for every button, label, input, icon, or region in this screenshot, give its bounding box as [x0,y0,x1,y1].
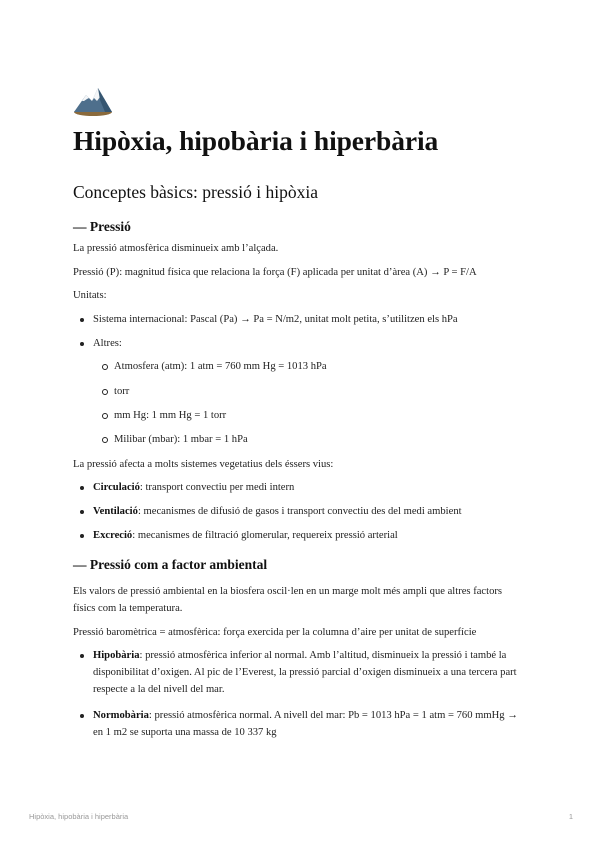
sub-list-item: Milibar (mbar): 1 mbar = 1 hPa [114,431,248,448]
list-item: Sistema internacional: Pascal (Pa) → Pa = N/m2, unitat molt petita, s’utilitzen els hPa [93,311,458,328]
term-description: : pressió atmosfèrica inferior al normal. Amb l’altitud, disminueix la pressió i també la disponibilitat d’oxigen. Al pic de l’Everest, la pressió parcial d’oxigen disminueix a una tercera part respecte a la del nivell del mar. [93,650,517,695]
paragraph: Els valors de pressió ambiental en la biosfera oscil·len en un marge molt més ampli que altres factors físics com la temperatura. [73,586,503,614]
mountain-icon [73,82,113,118]
page-number: 1 [568,812,573,821]
subsection-title-factor-ambiental: — Pressió com a factor ambiental [73,557,268,572]
subsection-title-pressio: — Pressió [73,219,131,234]
section-heading: Conceptes bàsics: pressió i hipòxia [73,182,318,202]
term-description: : mecanismes de filtració glomerular, requereix pressió arterial [132,530,398,541]
list-item [93,479,294,496]
term: Normobària [93,710,149,721]
list-item [93,647,518,698]
footer-title: Hipòxia, hipobària i hiperbària [29,812,129,821]
term-description: : mecanismes de difusió de gasos i transport convectiu des del medi ambient [137,506,462,517]
document-title: Hipòxia, hipobària i hiperbària [73,125,439,156]
sub-list-item: mm Hg: 1 mm Hg = 1 torr [114,407,226,424]
term-description: : transport convectiu per medi intern [139,482,295,493]
sub-list-item: torr [114,383,129,400]
page-footer [29,812,573,821]
term: Ventilació [93,506,138,517]
term: Excreció [93,530,133,541]
paragraph: Pressió (P): magnitud física que relaciona la força (F) aplicada per unitat d’àrea (A) → P = F/A [73,267,477,278]
list-item: Altres: [93,335,122,352]
paragraph: La pressió afecta a molts sistemes vegetatius dels éssers vius: [73,459,334,470]
list-item [93,503,462,520]
paragraph: La pressió atmosfèrica disminueix amb l’alçada. [73,243,279,254]
term: Circulació [93,482,140,493]
paragraph: Pressió baromètrica = atmosfèrica: força exercida per la columna d’aire per unitat de superfície [73,627,477,638]
term-description: : pressió atmosfèrica normal. A nivell del mar: Pb = 1013 hPa = 1 atm = 760 mmHg → en 1 m2 se suporta una massa de 10 337 kg [93,710,518,738]
list-item [93,527,398,544]
sub-list-item: Atmosfera (atm): 1 atm = 760 mm Hg = 1013 hPa [114,358,327,375]
list-item [93,707,518,741]
paragraph: Unitats: [73,290,107,301]
term: Hipobària [93,650,140,661]
